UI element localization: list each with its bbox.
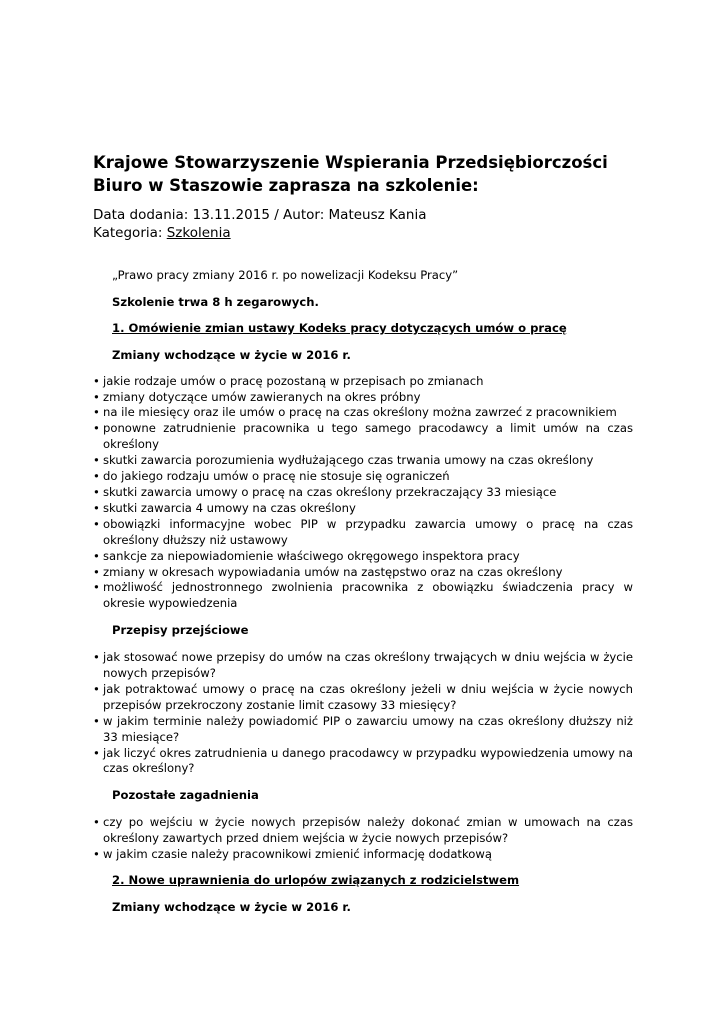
other-issues-heading: Pozostałe zagadnienia: [112, 788, 259, 803]
article-body: [93, 268, 633, 916]
list-item: • sankcje za niepowiadomienie właściwego okręgowego inspektora pracy: [93, 549, 633, 565]
list-item: • skutki zawarcia porozumienia wydłużającego czas trwania umowy na czas określony: [93, 453, 633, 469]
date-author-line: Data dodania: 13.11.2015 / Autor: Mateusz Kania: [93, 207, 427, 223]
transitional-provisions-heading: Przepisy przejściowe: [112, 623, 249, 638]
list-item: • skutki zawarcia umowy o pracę na czas określony przekraczający 33 miesiące: [93, 485, 633, 501]
list-item: • do jakiego rodzaju umów o pracę nie stosuje się ograniczeń: [93, 469, 633, 485]
list-item: • ponowne zatrudnienie pracownika u tego samego pracodawcy a limit umów na czas określony: [93, 421, 633, 453]
list-item: • czy po wejściu w życie nowych przepisów należy dokonać zmian w umowach na czas określony zawartych przed dniem wejścia w życie nowych przepisów?: [93, 815, 633, 847]
category-prefix: Kategoria:: [93, 225, 167, 241]
list-item: • skutki zawarcia 4 umowy na czas określony: [93, 501, 633, 517]
list-item: • jak liczyć okres zatrudnienia u danego pracodawcy w przypadku wypowiedzenia umowy na czas określony?: [93, 746, 633, 778]
changes-list: [93, 374, 633, 613]
list-item: • jakie rodzaje umów o pracę pozostaną w przepisach po zmianach: [93, 374, 633, 390]
list-item: • jak potraktować umowy o pracę na czas określony jeżeli w dniu wejścia w życie nowych przepisów przekroczony zostanie limit czasowy 33 miesięcy?: [93, 682, 633, 714]
section-2-heading: 2. Nowe uprawnienia do urlopów związanych z rodzicielstwem: [112, 873, 520, 887]
training-subtitle: „Prawo pracy zmiany 2016 r. po nowelizacji Kodeksu Pracy”: [112, 268, 459, 282]
section-1-changes-heading: Zmiany wchodzące w życie w 2016 r.: [112, 347, 351, 362]
list-item: • jak stosować nowe przepisy do umów na czas określony trwających w dniu wejścia w życie nowych przepisów?: [93, 650, 633, 682]
transitional-list: [93, 650, 633, 777]
section-1-heading: 1. Omówienie zmian ustawy Kodeks pracy dotyczących umów o pracę: [112, 320, 567, 335]
list-item: • w jakim terminie należy powiadomić PIP o zawarciu umowy na czas określony dłuższy niż 33 miesiące?: [93, 714, 633, 746]
article-meta: [93, 206, 653, 242]
list-item: • w jakim czasie należy pracownikowi zmienić informację dodatkową: [93, 847, 633, 863]
list-item: • obowiązki informacyjne wobec PIP w przypadku zawarcia umowy o pracę na czas określony dłuższy niż ustawowy: [93, 517, 633, 549]
other-issues-list: [93, 815, 633, 863]
list-item: • zmiany w okresach wypowiadania umów na zastępstwo oraz na czas określony: [93, 565, 633, 581]
list-item: • zmiany dotyczące umów zawieranych na okres próbny: [93, 390, 633, 406]
category-line: [93, 224, 653, 242]
document-title: Krajowe Stowarzyszenie Wspierania Przedsiębiorczości Biuro w Staszowie zaprasza na szkolenie:: [93, 153, 608, 195]
section-2-changes-heading: Zmiany wchodzące w życie w 2016 r.: [112, 899, 351, 914]
training-duration: Szkolenie trwa 8 h zegarowych.: [112, 294, 319, 309]
category-link[interactable]: Szkolenia: [166, 225, 231, 241]
list-item: • na ile miesięcy oraz ile umów o pracę na czas określony można zawrzeć z pracownikiem: [93, 405, 633, 421]
list-item: • możliwość jednostronnego zwolnienia pracownika z obowiązku świadczenia pracy w okresie wypowiedzenia: [93, 580, 633, 612]
